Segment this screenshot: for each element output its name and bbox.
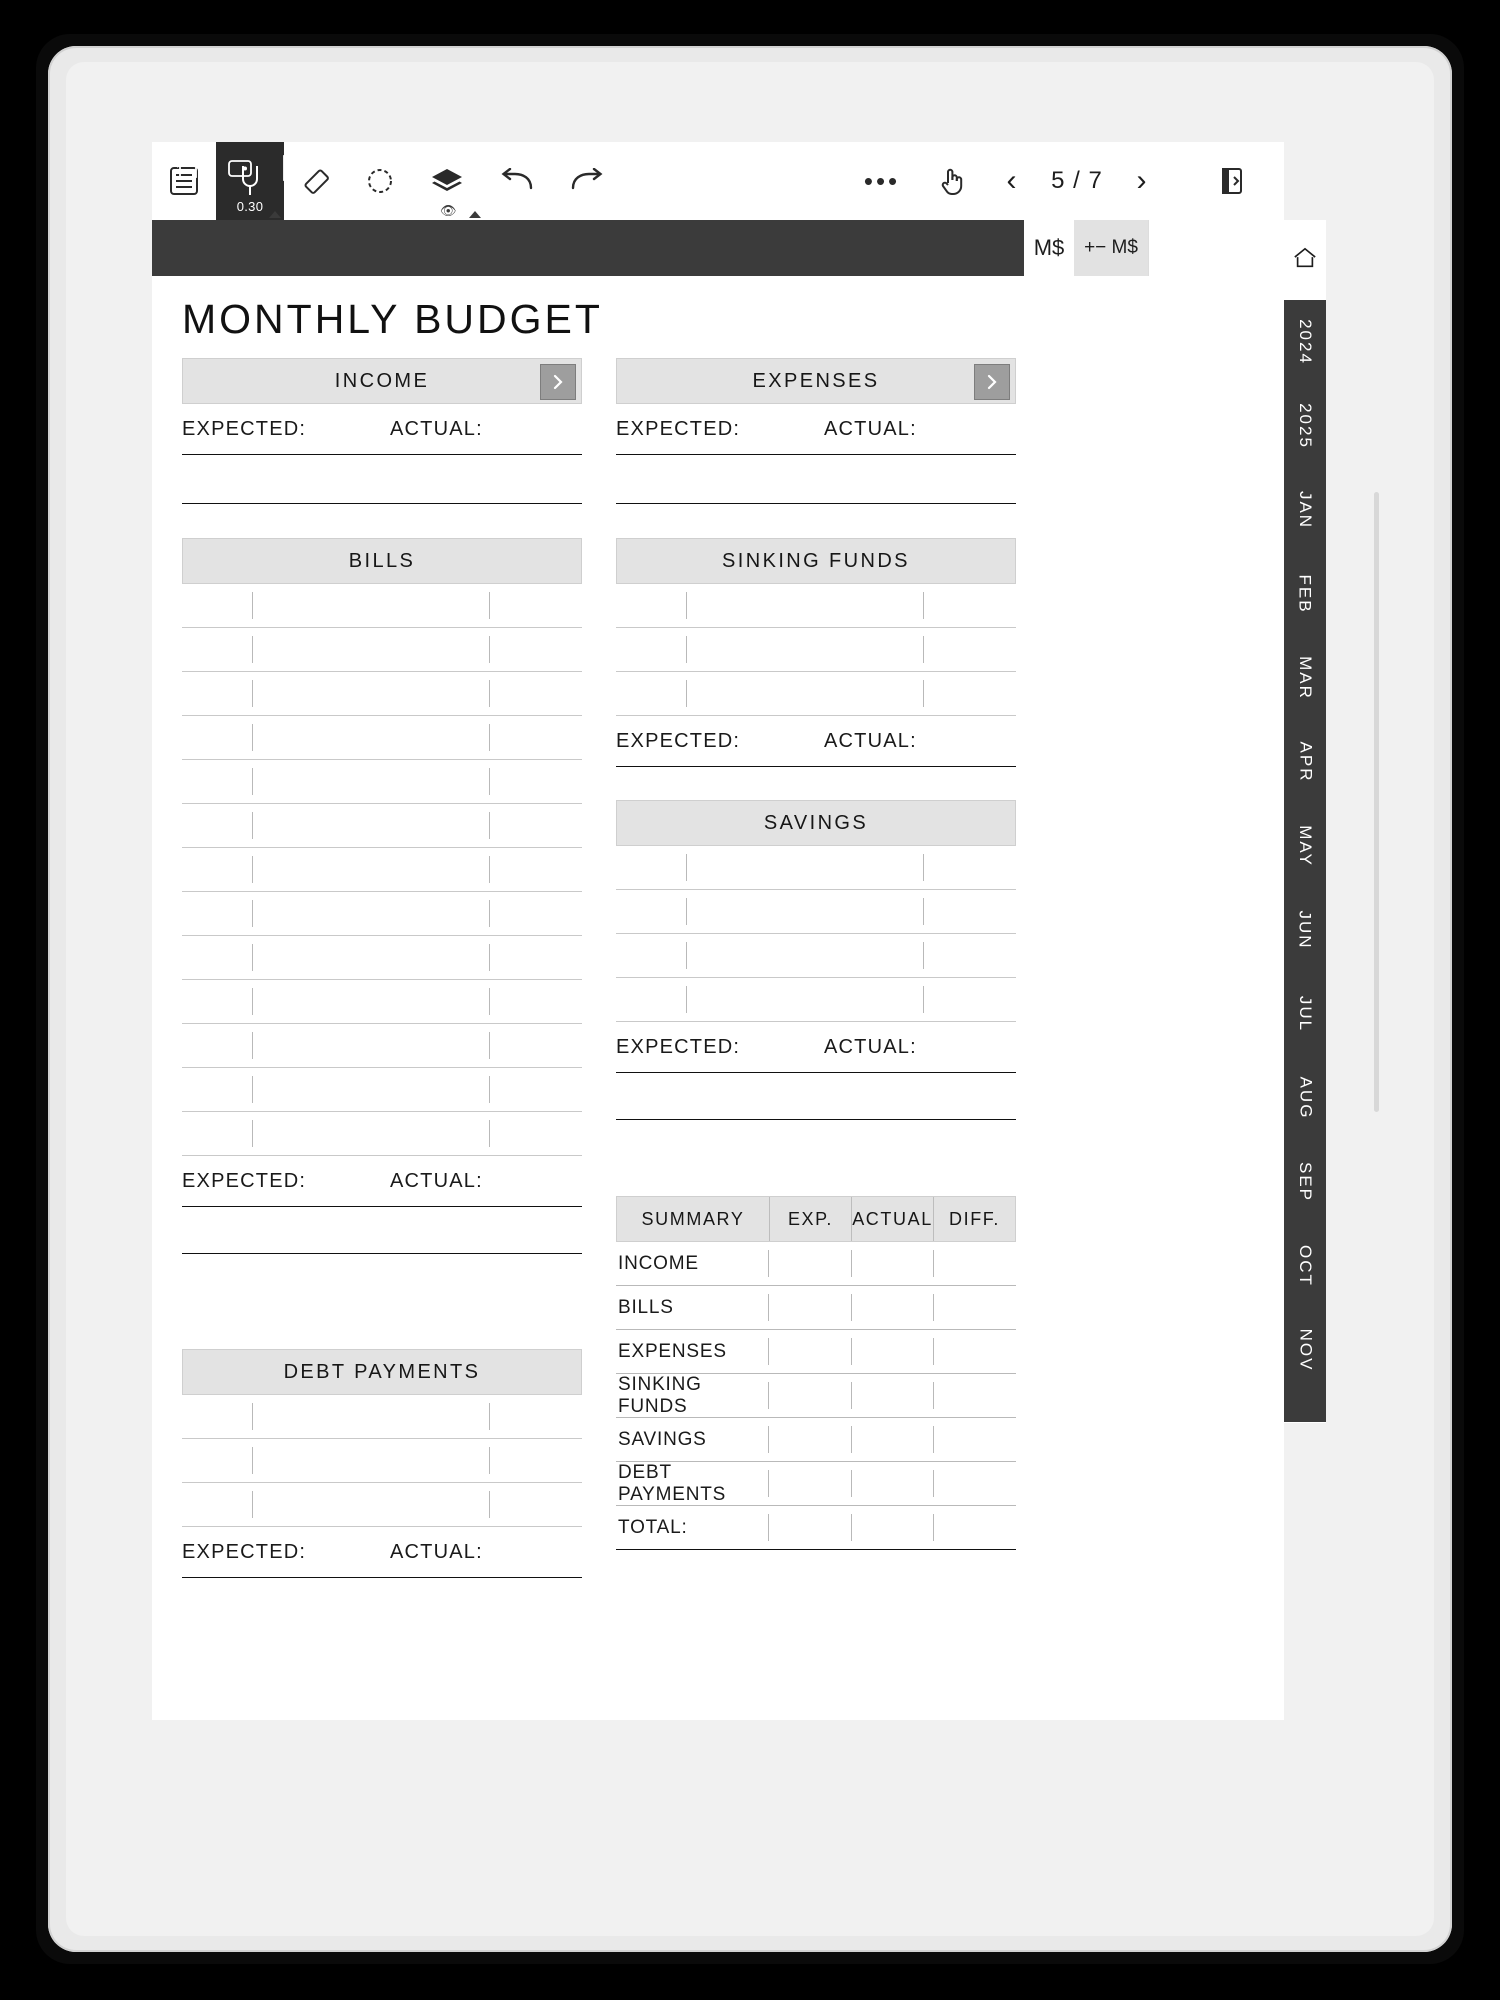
expenses-expand-button[interactable] — [974, 364, 1010, 400]
debt-payments-expected-label: EXPECTED: — [182, 1540, 307, 1563]
bills-title: BILLS — [348, 549, 416, 572]
summary-total-actual[interactable] — [851, 1506, 934, 1549]
income-actual-label: ACTUAL: — [390, 417, 483, 440]
bills-row[interactable] — [182, 892, 582, 936]
export-icon — [1217, 165, 1247, 197]
bills-row[interactable] — [182, 980, 582, 1024]
rail-tab-label: 2024 — [1296, 319, 1316, 365]
rail-tab-jun[interactable] — [1284, 888, 1326, 973]
income-expected-label: EXPECTED: — [182, 417, 307, 440]
layers-icon — [430, 166, 464, 196]
income-expand-button[interactable] — [540, 364, 576, 400]
summary-row-label: SINKING FUNDS — [618, 1373, 702, 1417]
summary-header-diff: DIFF. — [949, 1208, 1000, 1229]
bills-expected-label: EXPECTED: — [182, 1169, 307, 1192]
budget-page — [152, 276, 1284, 1720]
debt-payments-header — [182, 1349, 582, 1395]
summary-row-label: INCOME — [618, 1252, 699, 1274]
subbar-wallet-button[interactable] — [214, 142, 266, 198]
more-options-button[interactable] — [852, 142, 912, 220]
savings-row[interactable] — [616, 934, 1016, 978]
subbar-spacer — [1148, 220, 1284, 276]
rail-tab-label: NOV — [1296, 1328, 1315, 1372]
page-indicator-label: 5 / 7 — [1051, 167, 1103, 194]
income-header[interactable] — [182, 358, 582, 404]
undo-icon — [498, 168, 536, 194]
rail-tab-label: JUN — [1296, 910, 1315, 950]
add-money-button[interactable] — [1074, 220, 1148, 276]
summary-section — [616, 1196, 1016, 1550]
summary-row-diff[interactable] — [933, 1374, 1016, 1417]
rail-tab-label: 2025 — [1296, 403, 1316, 449]
sinking-funds-rows — [616, 584, 1016, 716]
rail-tab-label: SEP — [1296, 1161, 1315, 1203]
page-indicator — [1032, 142, 1122, 220]
rail-tab-dec-partial[interactable] — [1284, 1392, 1326, 1423]
bills-totals — [182, 1156, 582, 1207]
debt-payments-totals — [182, 1527, 582, 1578]
summary-row-label: BILLS — [618, 1296, 674, 1318]
rail-tab-label: AUG — [1296, 1076, 1315, 1120]
summary-row-exp[interactable] — [768, 1242, 851, 1285]
summary-row-exp[interactable] — [768, 1286, 851, 1329]
summary-total-row[interactable] — [616, 1506, 1016, 1550]
rail-tab-2025[interactable] — [1284, 384, 1326, 469]
summary-header-actual: ACTUAL — [852, 1197, 934, 1241]
rail-tab-label: MAY — [1295, 825, 1315, 867]
rail-tab-2024[interactable] — [1284, 300, 1326, 385]
lasso-select-button[interactable] — [348, 142, 412, 220]
expenses-spacer — [616, 455, 1016, 503]
income-bottom-rule — [182, 503, 582, 504]
bills-spacer — [182, 1207, 582, 1253]
bills-row[interactable] — [182, 1112, 582, 1156]
summary-row-exp[interactable] — [768, 1462, 851, 1505]
next-page-button[interactable] — [1122, 142, 1162, 220]
expenses-bottom-rule — [616, 503, 1016, 504]
rail-tab-jan[interactable] — [1284, 468, 1326, 553]
bills-row[interactable] — [182, 848, 582, 892]
page-icon — [280, 154, 304, 187]
summary-row-actual[interactable] — [851, 1330, 934, 1373]
summary-row[interactable] — [616, 1242, 1016, 1286]
pen-size-label: 0.30 — [236, 199, 264, 214]
top-toolbar — [152, 142, 1284, 221]
rail-tab-aug[interactable] — [1284, 1056, 1326, 1141]
bills-section — [182, 538, 582, 1254]
savings-row[interactable] — [616, 890, 1016, 934]
summary-total-label: TOTAL: — [618, 1516, 688, 1538]
expenses-title: EXPENSES — [752, 369, 880, 392]
expenses-section — [616, 358, 1016, 504]
summary-row[interactable] — [616, 1462, 1016, 1506]
debt-payments-row[interactable] — [182, 1483, 582, 1527]
pen-options-caret[interactable] — [269, 211, 281, 218]
rail-tab-label: FEB — [1296, 574, 1315, 614]
savings-totals — [616, 1022, 1016, 1073]
savings-rows — [616, 846, 1016, 1022]
sinking-funds-totals — [616, 716, 1016, 767]
rail-tab-nov[interactable] — [1284, 1308, 1326, 1393]
savings-header — [616, 800, 1016, 846]
bills-row[interactable] — [182, 936, 582, 980]
savings-actual-label: ACTUAL: — [824, 1035, 917, 1058]
rail-tab-jul[interactable] — [1284, 972, 1326, 1057]
bills-row[interactable] — [182, 716, 582, 760]
subbar-home-button[interactable] — [162, 142, 214, 198]
sinking-funds-row[interactable] — [616, 628, 1016, 672]
summary-row-exp[interactable] — [768, 1330, 851, 1373]
tablet-screen — [152, 142, 1284, 1720]
sinking-funds-row[interactable] — [616, 584, 1016, 628]
redo-button[interactable] — [552, 142, 622, 220]
money-label: M$ — [1033, 235, 1065, 260]
bills-row[interactable] — [182, 584, 582, 628]
summary-row-diff[interactable] — [933, 1462, 1016, 1505]
expenses-actual-label: ACTUAL: — [824, 417, 917, 440]
summary-row-actual[interactable] — [851, 1462, 934, 1505]
rail-tab-sep[interactable] — [1284, 1140, 1326, 1225]
bills-actual-label: ACTUAL: — [390, 1169, 483, 1192]
bills-bottom-rule — [182, 1253, 582, 1254]
bills-row[interactable] — [182, 1068, 582, 1112]
income-title: INCOME — [334, 369, 430, 392]
bills-rows — [182, 584, 582, 1156]
rail-tab-label: JUL — [1295, 995, 1315, 1033]
summary-row-label: SAVINGS — [618, 1428, 707, 1450]
debt-payments-title: DEBT PAYMENTS — [283, 1360, 481, 1383]
summary-row[interactable] — [616, 1418, 1016, 1462]
sinking-funds-row[interactable] — [616, 672, 1016, 716]
debt-payments-actual-label: ACTUAL: — [390, 1540, 483, 1563]
savings-bottom-rule — [616, 1119, 1016, 1120]
summary-row-diff[interactable] — [933, 1242, 1016, 1285]
summary-total-exp[interactable] — [768, 1506, 851, 1549]
savings-title: SAVINGS — [763, 811, 869, 834]
rail-tab-label: APR — [1296, 741, 1315, 783]
rail-tab-label: JAN — [1296, 490, 1315, 530]
debt-payments-rows — [182, 1395, 582, 1527]
savings-row[interactable] — [616, 846, 1016, 890]
scrollbar[interactable] — [1374, 492, 1379, 1112]
bills-row[interactable] — [182, 628, 582, 672]
summary-row-label: DEBT PAYMENTS — [618, 1461, 727, 1505]
savings-expected-label: EXPECTED: — [616, 1035, 741, 1058]
bills-header — [182, 538, 582, 584]
rail-tab-mar[interactable] — [1284, 636, 1326, 721]
expenses-totals — [616, 404, 1016, 455]
export-button[interactable] — [1202, 142, 1262, 220]
add-money-label: +− M$ — [1084, 237, 1138, 258]
expenses-expected-label: EXPECTED: — [616, 417, 741, 440]
rail-tab-feb[interactable] — [1284, 552, 1326, 637]
subbar-page-button[interactable] — [266, 142, 318, 198]
prev-page-label: ‹ — [1006, 164, 1018, 197]
wallet-icon — [226, 156, 254, 185]
sinking-funds-section — [616, 538, 1016, 814]
summary-row-actual[interactable] — [851, 1242, 934, 1285]
hand-icon — [936, 165, 968, 197]
summary-row-actual[interactable] — [851, 1374, 934, 1417]
lasso-select-icon — [364, 165, 396, 197]
rail-tab-may[interactable] — [1284, 804, 1326, 889]
undo-button[interactable] — [482, 142, 552, 220]
money-button[interactable] — [1024, 220, 1074, 276]
sinking-funds-header — [616, 538, 1016, 584]
summary-row-exp[interactable] — [768, 1418, 851, 1461]
savings-section — [616, 800, 1016, 1120]
home-icon — [1292, 246, 1318, 275]
bills-row[interactable] — [182, 672, 582, 716]
more-options-label: ••• — [863, 165, 901, 196]
summary-row[interactable] — [616, 1374, 1016, 1418]
summary-header-exp: EXP. — [770, 1197, 852, 1241]
summary-row-label: EXPENSES — [618, 1340, 727, 1362]
bills-row[interactable] — [182, 760, 582, 804]
layers-options-caret[interactable] — [469, 211, 481, 218]
eye-icon[interactable]: 👁 — [440, 203, 457, 218]
summary-header — [616, 1196, 1016, 1242]
summary-total-diff[interactable] — [933, 1506, 1016, 1549]
savings-row[interactable] — [616, 978, 1016, 1022]
prev-page-button[interactable] — [992, 142, 1032, 220]
rail-tab-oct[interactable] — [1284, 1224, 1326, 1309]
debt-payments-section — [182, 1349, 582, 1578]
summary-row-actual[interactable] — [851, 1286, 934, 1329]
rail-tab-apr[interactable] — [1284, 720, 1326, 805]
summary-row-diff[interactable] — [933, 1418, 1016, 1461]
summary-row-actual[interactable] — [851, 1418, 934, 1461]
home-icon — [174, 155, 202, 186]
income-section — [182, 358, 582, 504]
hand-tool-button[interactable] — [922, 142, 982, 220]
page-title: MONTHLY BUDGET — [182, 296, 603, 342]
summary-row[interactable] — [616, 1330, 1016, 1374]
debt-payments-row[interactable] — [182, 1439, 582, 1483]
summary-row-diff[interactable] — [933, 1330, 1016, 1373]
summary-row[interactable] — [616, 1286, 1016, 1330]
rail-home-button[interactable] — [1284, 220, 1326, 300]
summary-row-exp[interactable] — [768, 1374, 851, 1417]
income-spacer — [182, 455, 582, 503]
next-page-label: › — [1136, 164, 1148, 197]
sinking-funds-actual-label: ACTUAL: — [824, 729, 917, 752]
bills-row[interactable] — [182, 804, 582, 848]
expenses-header[interactable] — [616, 358, 1016, 404]
summary-header-label: SUMMARY — [617, 1197, 770, 1241]
income-totals — [182, 404, 582, 455]
savings-spacer — [616, 1073, 1016, 1119]
summary-row-diff[interactable] — [933, 1286, 1016, 1329]
rail-tab-label: MAR — [1296, 656, 1315, 700]
bills-row[interactable] — [182, 1024, 582, 1068]
rail-tab-label: OCT — [1295, 1245, 1315, 1287]
sinking-funds-expected-label: EXPECTED: — [616, 729, 741, 752]
sinking-funds-title: SINKING FUNDS — [722, 549, 910, 572]
redo-icon — [568, 168, 606, 194]
debt-payments-row[interactable] — [182, 1395, 582, 1439]
